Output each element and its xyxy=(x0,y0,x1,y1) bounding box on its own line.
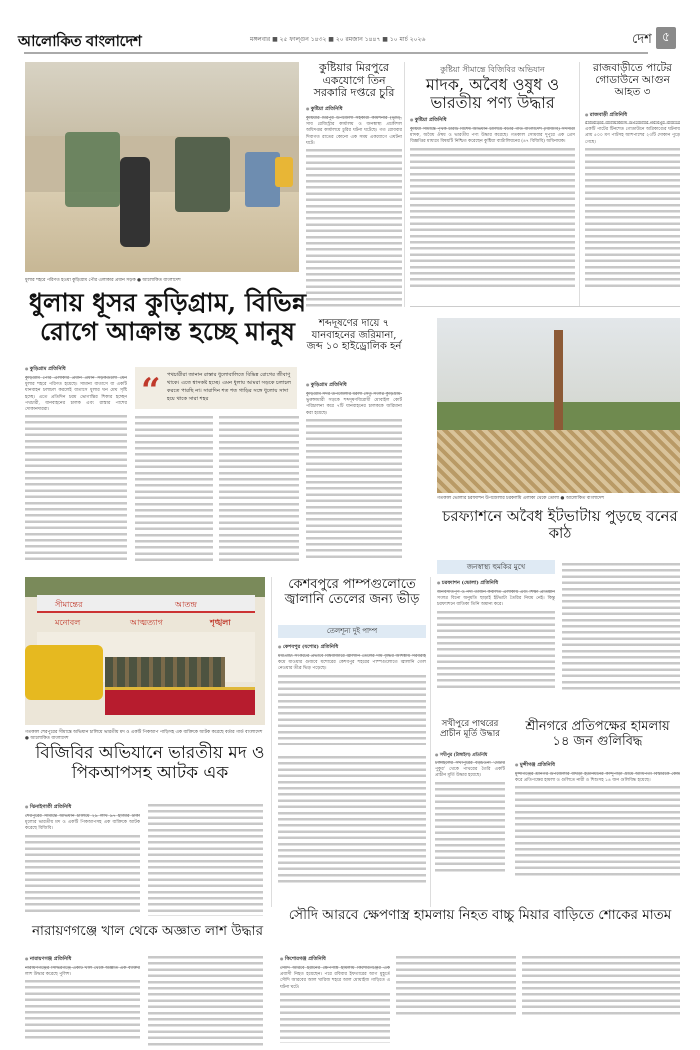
body-brickkiln-col2 xyxy=(562,563,680,691)
pull-quote-box xyxy=(135,367,297,409)
kicker-bgb-kushtia: কুষ্টিয়া সীমান্তে বিজিবির অভিযান xyxy=(440,65,545,74)
body-lead-text: কুড়িগ্রাম পৌর এলাকার প্রধান প্রধান সড়কগুলো যেন ধুলার শহরে পরিণত হয়েছে। সামান্য বাতাসে বা একটি যানবাহন চলাচল করলেই বাতাসে ধুলার ঘন মেঘ সৃষ্টি হচ্ছে। এতে প্রতিদিন চরম ভোগান্তির শিকার হচ্ছেন পথচারী, যানবাহনের চালক এবং রাস্তার পাশের দোকানদাররা। xyxy=(25,376,127,413)
byline-noise: ● কুড়িগ্রাম প্রতিনিধি xyxy=(306,382,402,394)
sign-text-5: শৃঙ্খলা xyxy=(210,617,231,627)
brick-kiln-caption: গতকাল ভোলার চরফ্যাশন উপজেলার চরকলমি এলাকা থেকে তোলা ● আলোকিত বাংলাদেশ xyxy=(437,496,605,501)
bgb-seizure-photo xyxy=(25,577,265,725)
subhead-fuel: তেলশূন্য দুই পাম্প xyxy=(278,625,426,638)
byline-theft: ● কুষ্টিয়া প্রতিনিধি xyxy=(306,106,402,118)
quote-mark-icon: “ xyxy=(141,371,161,411)
column-divider xyxy=(271,577,272,907)
byline-fire: ● রাজবাড়ী প্রতিনিধি xyxy=(585,112,680,124)
column-divider xyxy=(579,62,580,307)
body-lead-col1 xyxy=(25,376,127,564)
subhead-brickkiln: জনস্বাস্থ্য হুমকির মুখে xyxy=(437,560,555,574)
dateline: মঙ্গলবার ■ ২৫ ফাল্গুন ১৪৩২ ■ ২০ রমজান ১৪৪৭ ■ ১০ মার্চ ২০২৬ xyxy=(250,36,426,43)
headline-noise: শব্দদূষণের দায়ে ৭ যানবাহনের জরিমানা, জব্দ ১০ হাইড্রোলিক হর্ন xyxy=(306,318,402,352)
body-narayanganj-text: নারায়ণগঞ্জের সিদ্ধিরগঞ্জে একটি খাল থেকে অজ্ঞাত এক ব্যক্তির লাশ উদ্ধার করেছে পুলিশ। xyxy=(25,966,140,978)
headline-lead xyxy=(25,288,310,346)
body-narayanganj xyxy=(25,966,140,1046)
byline-bgb-kushtia: ● কুষ্টিয়া প্রতিনিধি xyxy=(410,117,575,129)
headline-theft: কুষ্টিয়ার মিরপুরে একযোগে তিন সরকারি দপ্তরে চুরি xyxy=(313,61,395,100)
sign-text-4: আত্মত্যাগ xyxy=(130,618,163,627)
body-idol xyxy=(435,761,505,886)
body-idol-text: টাঙ্গাইলের সখীপুরের বড়চওনা 'মেটার পুকুর' থেকে পাথরের তৈরি একটি প্রাচীন মূর্তি উদ্ধার হয়েছে। xyxy=(435,761,505,779)
body-saudi-col2 xyxy=(396,956,516,1016)
headline-fire: রাজবাড়ীতে পাটের গোডাউনে আগুন আহত ৩ xyxy=(593,62,672,99)
byline-brickkiln: ● চরফ্যাশন (ভোলা) প্রতিনিধি xyxy=(437,580,555,592)
dusty-road-photo xyxy=(25,62,299,272)
byline-narayanganj: ● নারায়ণগঞ্জ প্রতিনিধি xyxy=(25,956,140,968)
body-fuel-text: মধ্যপ্রাচ্য সংকটের প্রভাবে বিশ্ববাজারে জ্বালানি তেলের দাম বৃদ্ধির আশঙ্কায় সরবরাহ কমে যাওয়ার গুজবে যশোরের কেশবপুর শহরের পাম্পগুলোতে জ্বালানি তেল নেওয়ার তীব্র ভিড় পড়েছে। xyxy=(278,654,426,672)
headline-sreenagar: শ্রীনগরে প্রতিপক্ষের হামলায় ১৪ জন গুলিবিদ্ধ xyxy=(525,719,670,749)
headline-lead-line2: রোগে আক্রান্ত হচ্ছে মানুষ xyxy=(40,317,295,346)
body-brickkiln-text: জনবসতিপূর্ণ ও নদী তাজন কবলিত এলাকায় এবং শিক্ষা প্রতিষ্ঠান সংলগ্ন বিনো অনুমতি ছাড়াই ইটভাটা তৈরির নিয়ম নেই। কিন্তু চরফ্যাশনে বাতিকা তিনি অমান্য করে। xyxy=(437,590,555,608)
headline-bgb-kushtia: মাদক, অবৈধ ওষুধ ও ভারতীয় পণ্য উদ্ধার xyxy=(425,75,560,113)
body-fire xyxy=(585,121,680,301)
headline-saudi: সৌদি আরবে ক্ষেপণাস্ত্র হামলায় নিহত বাচ্চু মিয়ার বাড়িতে শোকের মাতম xyxy=(288,907,672,923)
headline-idol: সখীপুরে পাথরের প্রাচীন মূর্তি উদ্ধার xyxy=(440,719,500,739)
body-narayanganj-col2 xyxy=(148,956,263,1046)
body-saudi-col3 xyxy=(522,956,680,1016)
byline-sreenagar: ● মুন্সীগঞ্জ প্রতিনিধি xyxy=(515,762,680,774)
sign-text-3: মনোবল xyxy=(55,618,81,627)
body-fuel xyxy=(278,654,426,754)
body-theft xyxy=(306,116,402,312)
newspaper-logo: আলোকিত বাংলাদেশ xyxy=(18,32,142,50)
column-divider xyxy=(404,62,405,307)
headline-fuel: কেশবপুরে পাম্পগুলোতে জ্বালানি তেলের জন্য ভীড় xyxy=(284,577,420,607)
body-theft-text: কুষ্টিয়ার মিরপুর উপজেলা সহকারী কমিশনার (ভূমি), সাব রেজিস্ট্রার কার্যালয় ও জনস্বাস্থ্য প্রকৌশল অধিদপ্তর কার্যালয়ে চুরির ঘটনা ঘটেছে। গত রোববার দিবাগত রাতের কোনো এক সময় একযোগে এঘটনা ঘটে। xyxy=(306,116,402,146)
page-number-badge: ৫ xyxy=(656,27,676,49)
body-lead-col3 xyxy=(219,416,299,562)
pull-quote-text: পথচারীরা জানান রাস্তার ধুলোবালিতে বিভিন্ন রোগের জীবাণু থাকে। এতে শ্বাসকষ্ট হচ্ছে। এমন ধুলায় আমরা সড়কে চলাচল করতে পারছি না। সারাদিন শত শত গাড়ির সঙ্গে ধুলোয় সাদা হয়ে থাকে সারা শহর xyxy=(167,372,291,402)
body-noise xyxy=(306,392,402,560)
section-divider xyxy=(410,306,680,307)
byline-idol: ● সখীপুর (টাঙ্গাইল) প্রতিনিধি xyxy=(435,752,505,763)
body-bgb-liquor-text: শেরপুরের সীমান্তে অভিযান চালিয়ে ২৯ লাখ ৯৭ হাজার টাকা মূল্যের ভারতীয় মদ ও একটি পিকআপসহ এক ব্যক্তিকে আটক করেছে বিজিবি। xyxy=(25,814,140,832)
headline-bgb-liquor: বিজিবির অভিযানে ভারতীয় মদ ও পিকআপসহ আটক এক xyxy=(35,743,265,783)
body-saudi xyxy=(280,966,390,1046)
body-fire-text: রাজবাড়ীর বালিয়াকান্দি উপজেলার নবাবপুর বাজারে একটি পাটের টিনশেড গোডাউনে অগ্নিকাণ্ডের ঘটনায় প্রায় ৫০০ মণ পাটসহ আশপাশের ২৩টি দোকান পুড়ে গেছে। xyxy=(585,121,680,145)
body-bgb-liquor xyxy=(25,814,140,916)
byline-saudi: ● কিশোরগঞ্জ প্রতিনিধি xyxy=(280,956,390,968)
byline-bgb-liquor: ● ঝিনাইগাতী প্রতিনিধি xyxy=(25,804,140,816)
body-fuel-col2 xyxy=(278,756,426,884)
headline-narayanganj: নারায়ণগঞ্জে খাল থেকে অজ্ঞাত লাশ উদ্ধার xyxy=(32,923,263,939)
body-bgb-liquor-col2 xyxy=(148,804,263,916)
body-sreenagar-text: মুন্সীগঞ্জের শ্রীনগর উপজেলার বাঘড়া ইউনিয়নের কান্দুপাড়া গ্রামে আধিপত্য বিস্তারকে কেন্দ্র করে প্রতিপক্ষের হামলা ও গুলিতে নারী ও শিশুসহ ১৪ জন গুলিবিদ্ধ হয়েছে। xyxy=(515,772,680,784)
bgb-photo-caption: গতকাল শেরপুরের সীমান্তে অভিযান চালিয়ে ভারতীয় মদ ও একটি পিকআপ পাড়িসহ এক ব্যক্তিকে আটক করেছে বর্ডার গার্ড বাংলাদেশ ● আলোকিত বাংলাদেশ xyxy=(25,730,263,741)
body-noise-text: কুড়িগ্রাম সদর উপজেলার ধরলা সেতু সংলগ্ন কুড়িগ্রাম-ভুরুঙ্গামারী সড়কে শব্দদূষণবিরোধী মোবাইল কোর্ট পরিচালনা করে ৭টি যানবাহনের চালককে জরিমানা করা হয়েছে। xyxy=(306,392,402,416)
byline-fuel: ● কেশবপুর (যশোর) প্রতিনিধি xyxy=(278,644,426,656)
sign-text-2: আতন্দ্র xyxy=(175,600,197,609)
headline-lead-line1: ধুলায় ধূসর কুড়িগ্রাম, বিভিন্ন xyxy=(28,288,307,317)
headline-brickkiln: চরফ্যাশনে অবৈধ ইটভাটায় পুড়ছে বনের কাঠ xyxy=(442,507,678,543)
body-bgb-kushtia xyxy=(410,127,575,297)
sign-text-1: সীমান্তের xyxy=(55,600,83,609)
header-rule xyxy=(24,52,648,54)
body-lead-col2 xyxy=(135,416,213,562)
brick-kiln-photo xyxy=(437,318,680,493)
body-bgb-kushtia-text: কুষ্টিয়া সীমান্তে পৃথক চারটি বিশেষ অভিযান চালিয়ে বর্ডার গার্ড বাংলাদেশ (বিজিবি) সদস্যরা মাদক, অবৈধ ঔষধ ও ভারতীয় পণ্য উদ্ধার করেছে। গতকাল সোমবার দুপুরে এক প্রেস বিজ্ঞপ্তির মাধ্যমে বিষয়টি নিশ্চিত করেছেন কুষ্টিয়া ব্যাটালিয়নের (৪৭ বিজিবি) অধিনায়ক। xyxy=(410,127,575,145)
body-brickkiln xyxy=(437,590,555,690)
body-sreenagar xyxy=(515,772,680,884)
lead-photo-caption: ধুলার শহরে পরিণত হওয়া কুড়িগ্রাম পৌর এলাকার প্রধান সড়ক ● আলোকিত বাংলাদেশ xyxy=(25,278,181,283)
byline-lead: ● কুড়িগ্রাম প্রতিনিধি xyxy=(25,366,127,378)
body-saudi-text: সৌদি আরবে ইরানের ক্ষেপণাস্ত্র হামলায় কিশোরগঞ্জের এক প্রবাসী নিহত হয়েছেন। পরে রবিবার ইফতারের আগ মুহূর্তে সৌদি আরবের আল খারিজ শহরে আল মোয়াইজ গাড়িতে এ ঘটনা ঘটে। xyxy=(280,966,390,990)
column-divider xyxy=(430,577,431,907)
section-name: দেশ xyxy=(632,32,652,47)
